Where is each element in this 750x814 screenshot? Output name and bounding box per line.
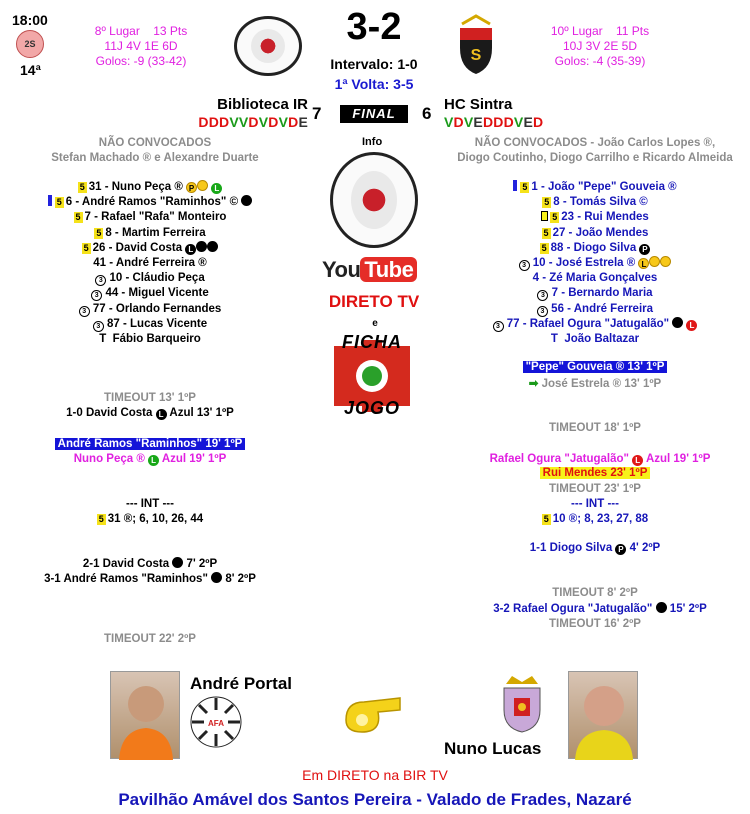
form-result: D bbox=[503, 114, 514, 130]
home-goal-2 bbox=[30, 557, 270, 570]
home-player-row[interactable] bbox=[30, 302, 270, 317]
sub-icon: 3 bbox=[519, 260, 530, 271]
home-crest bbox=[234, 16, 302, 76]
round-number: 14ª bbox=[20, 62, 41, 78]
coach-icon: T bbox=[99, 333, 107, 346]
home-record: 11J 4V 1E 6D bbox=[104, 39, 178, 53]
league-logo: 2S bbox=[16, 30, 44, 58]
sub-icon: 3 bbox=[95, 275, 106, 286]
away-player-row[interactable]: 5 8 - Tomás Silva © bbox=[544, 196, 648, 209]
sub-icon: 3 bbox=[91, 290, 102, 301]
youtube-tube: Tube bbox=[360, 257, 417, 282]
event-text: Rui Mendes 23' 1ºP bbox=[540, 467, 651, 479]
event-text: 31 ®; 6, 10, 26, 44 bbox=[107, 513, 204, 525]
nazare-crest bbox=[500, 674, 544, 734]
afa-logo bbox=[190, 696, 242, 748]
event-tail: Azul 13' 1ºP bbox=[169, 407, 234, 419]
home-points: 13 Pts bbox=[153, 24, 188, 38]
player-name: 4 - Zé Maria Gonçalves bbox=[532, 272, 658, 285]
away-timeout-3: TIMEOUT 8' 2ºP bbox=[552, 587, 638, 599]
player-name: 27 - João Mendes bbox=[552, 226, 649, 239]
away-coach-row[interactable] bbox=[470, 332, 720, 347]
player-name: 77 - Orlando Fernandes bbox=[92, 302, 222, 315]
yellow-card-icon: L bbox=[638, 258, 649, 269]
final-badge: FINAL bbox=[340, 105, 408, 123]
first-leg-score: 1ª Volta: 3-5 bbox=[334, 76, 414, 92]
form-result: D bbox=[493, 114, 504, 130]
away-timeout-2: TIMEOUT 23' 1ºP bbox=[549, 483, 641, 495]
referee-1-name: André Portal bbox=[190, 674, 293, 693]
away-record: 10J 3V 2E 5D bbox=[562, 39, 638, 53]
form-result: D bbox=[453, 114, 464, 130]
home-int-list: 5 31 ®; 6, 10, 26, 44 bbox=[98, 513, 204, 525]
yellow-card-icon bbox=[197, 180, 208, 191]
event-tail: 7' 2ºP bbox=[186, 558, 218, 570]
svg-text:S: S bbox=[470, 47, 482, 64]
player-name: 8 - Tomás Silva © bbox=[553, 196, 648, 209]
sub-icon: 3 bbox=[93, 321, 104, 332]
coach-icon: T bbox=[550, 333, 558, 346]
player-name: 31 - Nuno Peça ® bbox=[88, 181, 183, 193]
youtube-logo[interactable] bbox=[322, 256, 417, 284]
away-timeout-4: TIMEOUT 16' 2ºP bbox=[549, 618, 641, 630]
event-text: 2-1 David Costa bbox=[82, 558, 170, 570]
player-name: 10 - Cláudio Peça bbox=[109, 272, 205, 285]
form-result: D bbox=[482, 114, 494, 130]
home-player-row[interactable]: 5 8 - Martim Ferreira bbox=[96, 226, 206, 239]
home-position: 8º Lugar bbox=[94, 24, 140, 38]
blue-card-icon: L bbox=[185, 244, 196, 255]
form-result: V bbox=[258, 114, 269, 130]
penalty-icon: P bbox=[615, 544, 626, 555]
home-stats bbox=[62, 24, 220, 69]
green-card-icon: L bbox=[148, 455, 159, 466]
away-not-called-names: Diogo Coutinho, Diogo Carrilho e Ricardo Almeida bbox=[457, 152, 733, 164]
form-result: E bbox=[298, 114, 308, 130]
home-goal-3 bbox=[20, 572, 280, 585]
home-player-row[interactable] bbox=[30, 256, 270, 271]
away-player-row[interactable] bbox=[470, 286, 720, 301]
player-name: 44 - Miguel Vicente bbox=[105, 287, 209, 300]
whistle-icon bbox=[342, 690, 404, 736]
event-text: "Pepe" Gouveia ® 13' 1ºP bbox=[523, 361, 668, 373]
player-name: 1 - João "Pepe" Gouveia ® bbox=[531, 181, 677, 193]
away-yellow-card bbox=[470, 467, 720, 479]
home-form bbox=[196, 114, 308, 130]
away-player-row[interactable] bbox=[470, 317, 720, 332]
event-tail: 8' 2ºP bbox=[225, 573, 256, 585]
away-player-list bbox=[470, 180, 720, 347]
form-result: D bbox=[532, 114, 544, 130]
event-tail: Azul 19' 1ºP bbox=[645, 453, 711, 465]
away-score: 6 bbox=[422, 104, 432, 123]
event-tail: 4' 2ºP bbox=[629, 542, 661, 554]
player-name: 41 - André Ferreira ® bbox=[93, 257, 207, 270]
youtube-you: You bbox=[322, 257, 361, 282]
referee-1-photo bbox=[110, 671, 180, 759]
sub-icon: 3 bbox=[79, 306, 90, 317]
green-card-icon: L bbox=[211, 183, 222, 194]
player-name: 88 - Diogo Silva bbox=[550, 241, 637, 254]
home-coach-row[interactable] bbox=[30, 332, 270, 347]
away-team-name: HC Sintra bbox=[444, 96, 513, 113]
sub-arrow-icon: ➡ bbox=[528, 378, 539, 390]
player-name: 77 - Rafael Ogura "Jatugalão" bbox=[506, 317, 670, 330]
goal-ball-icon bbox=[172, 557, 183, 568]
final-score: 3-2 bbox=[346, 6, 402, 48]
home-player-row[interactable] bbox=[30, 271, 270, 286]
player-name: 7 - Rafael "Rafa" Monteiro bbox=[84, 211, 227, 224]
player-name: 6 - André Ramos "Raminhos" © bbox=[65, 196, 239, 209]
player-name: 7 - Bernardo Maria bbox=[551, 287, 653, 300]
interval-score: Intervalo: 1-0 bbox=[330, 56, 418, 72]
goal-ball-icon bbox=[672, 317, 683, 328]
away-int-list: 5 10 ®; 8, 23, 27, 88 bbox=[543, 513, 649, 525]
yellow-card-icon bbox=[649, 256, 660, 267]
away-player-row[interactable]: 5 88 - Diogo Silva P bbox=[470, 241, 720, 256]
home-goals: Golos: -9 (33-42) bbox=[95, 54, 187, 68]
away-card-1 bbox=[460, 453, 740, 466]
form-result: V bbox=[463, 114, 474, 130]
away-goals: Golos: -4 (35-39) bbox=[554, 54, 646, 68]
away-position-line bbox=[522, 24, 678, 39]
home-player-row[interactable]: 5 7 - Rafael "Rafa" Monteiro bbox=[75, 211, 227, 224]
starter-bar-icon bbox=[48, 195, 52, 206]
away-not-called-label: NÃO CONVOCADOS - João Carlos Lopes ®, bbox=[474, 137, 716, 149]
form-result: D bbox=[198, 114, 209, 130]
form-result: D bbox=[288, 114, 299, 130]
penalty-icon: P bbox=[639, 244, 650, 255]
player-name: 8 - Martim Ferreira bbox=[105, 226, 206, 239]
home-timeout-2: TIMEOUT 22' 2ºP bbox=[104, 633, 196, 645]
form-result: V bbox=[278, 114, 289, 130]
home-not-called-names: Stefan Machado ® e Alexandre Duarte bbox=[51, 152, 259, 164]
away-player-row[interactable]: 5 27 - João Mendes bbox=[543, 226, 649, 239]
form-result: E bbox=[473, 114, 483, 130]
away-player-row[interactable]: 5 1 - João "Pepe" Gouveia ® bbox=[470, 180, 720, 195]
home-player-row[interactable]: 5 6 - André Ramos "Raminhos" © bbox=[30, 195, 270, 210]
form-result: V bbox=[229, 114, 239, 130]
yellow-card-icon: P bbox=[186, 182, 197, 193]
event-tail: 15' 2ºP bbox=[669, 603, 707, 615]
referee-2-photo bbox=[568, 671, 638, 759]
home-position-line bbox=[62, 24, 220, 39]
ficha-jogo-logo[interactable] bbox=[324, 332, 420, 418]
away-goal-2 bbox=[460, 602, 740, 615]
red-card-icon: L bbox=[686, 320, 697, 331]
away-sub-in bbox=[470, 361, 720, 373]
sub-icon: 3 bbox=[537, 306, 548, 317]
event-tail: Azul 19' 1ºP bbox=[161, 453, 227, 465]
event-text: 3-1 André Ramos "Raminhos" bbox=[44, 573, 208, 585]
home-card-2 bbox=[30, 453, 270, 466]
event-text: 1-0 David Costa bbox=[66, 407, 153, 419]
home-not-called-label: NÃO CONVOCADOS bbox=[98, 137, 212, 149]
event-text: 3-2 Rafael Ogura "Jatugalão" bbox=[493, 603, 653, 615]
home-int-title: --- INT --- bbox=[126, 498, 174, 510]
goal-ball-icon bbox=[656, 602, 667, 613]
form-result: V bbox=[238, 114, 249, 130]
form-result: E bbox=[523, 114, 533, 130]
away-not-called bbox=[440, 136, 750, 166]
coach-name: João Baltazar bbox=[564, 333, 640, 346]
home-player-row[interactable] bbox=[30, 317, 270, 332]
away-crest bbox=[456, 14, 496, 76]
away-stats bbox=[522, 24, 678, 69]
form-result: D bbox=[219, 114, 230, 130]
coach-name: Fábio Barqueiro bbox=[112, 333, 201, 346]
club-seal[interactable] bbox=[330, 152, 418, 248]
broadcast-link[interactable]: Em DIRETO na BIR TV bbox=[302, 767, 448, 783]
goal-ball-icon bbox=[241, 195, 252, 206]
event-text: Nuno Peça ® bbox=[73, 453, 145, 465]
player-name: 26 - David Costa bbox=[92, 241, 183, 254]
venue: Pavilhão Amável dos Santos Pereira - Valado de Frades, Nazaré bbox=[118, 790, 632, 809]
form-result: V bbox=[444, 114, 454, 130]
yellow-card-icon bbox=[541, 211, 548, 221]
goal-ball-icon bbox=[211, 572, 222, 583]
home-blue-card bbox=[30, 438, 270, 450]
home-goal-1 bbox=[30, 407, 270, 420]
referee-2-name: Nuno Lucas bbox=[444, 739, 542, 758]
event-text: José Estrela ® 13' 1ºP bbox=[541, 378, 662, 390]
away-player-row[interactable] bbox=[470, 302, 720, 317]
player-name: 10 - José Estrela ® bbox=[532, 257, 636, 270]
player-name: 56 - André Ferreira bbox=[551, 302, 654, 315]
home-player-row[interactable] bbox=[30, 286, 270, 301]
away-player-row[interactable]: 5 23 - Rui Mendes bbox=[470, 210, 720, 225]
event-text: Rafael Ogura "Jatugalão" bbox=[489, 453, 629, 465]
goal-ball-icon bbox=[196, 241, 207, 252]
afa-text: AFA bbox=[208, 719, 224, 728]
home-score: 7 bbox=[312, 104, 322, 123]
away-timeout-1: TIMEOUT 18' 1ºP bbox=[549, 422, 641, 434]
away-points: 11 Pts bbox=[615, 24, 650, 38]
jogo-text: JOGO bbox=[343, 398, 400, 418]
event-text: 1-1 Diogo Silva bbox=[529, 542, 613, 554]
form-result: D bbox=[208, 114, 220, 130]
event-text: 10 ®; 8, 23, 27, 88 bbox=[552, 513, 649, 525]
direct-tv-link[interactable]: DIRETO TV bbox=[328, 292, 420, 311]
sub-icon: 3 bbox=[537, 290, 548, 301]
yellow-card-icon bbox=[660, 256, 671, 267]
away-int-title: --- INT --- bbox=[571, 498, 619, 510]
away-player-row[interactable] bbox=[470, 271, 720, 286]
player-name: 23 - Rui Mendes bbox=[561, 211, 649, 224]
ficha-text: FICHA bbox=[342, 332, 402, 352]
home-player-row[interactable]: 5 26 - David Costa L bbox=[30, 241, 270, 256]
home-timeout-1: TIMEOUT 13' 1ºP bbox=[104, 392, 196, 404]
home-player-list bbox=[30, 180, 270, 347]
away-sub-out bbox=[470, 376, 720, 390]
event-text: André Ramos "Raminhos" 19' 1ºP bbox=[55, 438, 246, 450]
goal-ball-icon bbox=[207, 241, 218, 252]
info-label: Info bbox=[362, 136, 383, 148]
form-result: D bbox=[248, 114, 259, 130]
and-label: e bbox=[372, 318, 378, 329]
away-player-row[interactable] bbox=[470, 256, 720, 271]
form-result: V bbox=[513, 114, 524, 130]
away-form bbox=[444, 114, 543, 130]
starter-bar-icon bbox=[513, 180, 517, 191]
away-goal-1 bbox=[480, 542, 710, 555]
red-card-icon: L bbox=[632, 455, 643, 466]
home-player-row[interactable]: 5 31 - Nuno Peça ® P L bbox=[30, 180, 270, 195]
away-position: 10º Lugar bbox=[550, 24, 603, 38]
home-not-called bbox=[10, 136, 300, 166]
form-result: D bbox=[268, 114, 279, 130]
sub-icon: 3 bbox=[493, 321, 504, 332]
home-team-name: Biblioteca IR bbox=[217, 96, 308, 113]
blue-card-icon: L bbox=[156, 409, 167, 420]
player-name: 87 - Lucas Vicente bbox=[107, 317, 208, 330]
match-time: 18:00 bbox=[12, 12, 48, 28]
